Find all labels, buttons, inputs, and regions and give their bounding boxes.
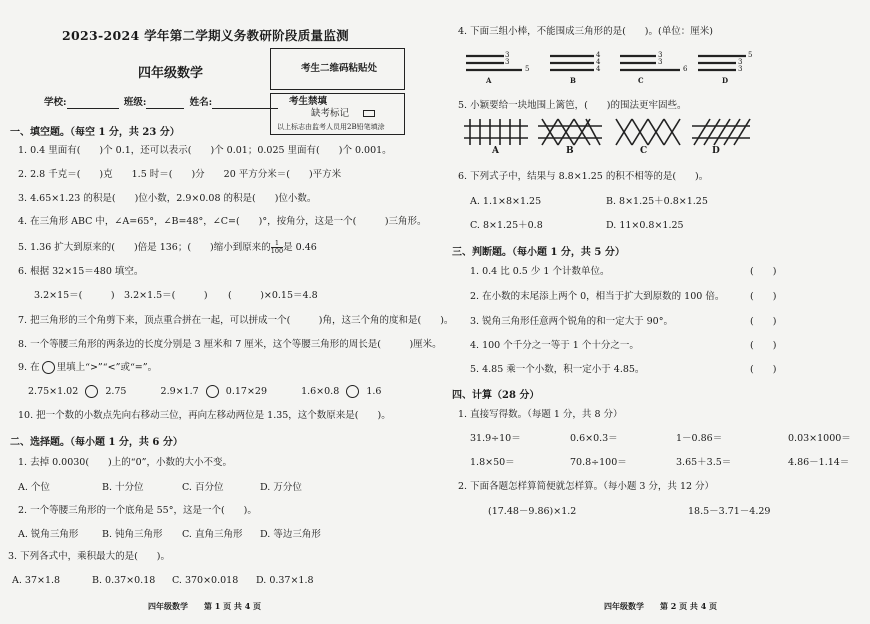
compare-left-2: 2.9×1.7	[160, 386, 199, 397]
s3-paren-1[interactable]: ( )	[750, 266, 777, 277]
compare-circle-2[interactable]	[206, 385, 219, 398]
fence-label-d: D	[712, 146, 720, 156]
fence-d	[692, 119, 750, 145]
sticks-group-c	[620, 56, 680, 70]
s2-q3-opt-b[interactable]: B. 0.37×0.18	[92, 575, 156, 586]
s2-q2-opt-a[interactable]: A. 锐角三角形	[18, 529, 79, 540]
stick-a-3: 5	[525, 65, 530, 73]
fence-label-c: C	[640, 146, 648, 156]
school-blank[interactable]	[67, 99, 119, 109]
section3-heading: 三、判断题。（每小题 1 分，共 5 分）	[452, 247, 625, 258]
compare-left-3: 1.6×0.8	[301, 386, 340, 397]
s3-paren-2[interactable]: ( )	[750, 291, 777, 302]
school-label-text: 学校:	[44, 97, 67, 108]
s2-q5: 5. 小颖要给一块地围上篱笆，( )的围法更牢固些。	[458, 100, 687, 111]
s2-q2-opt-d[interactable]: D. 等边三角形	[260, 529, 321, 540]
compare-right-2: 0.17×29	[225, 386, 267, 397]
s2-q6-opt-c[interactable]: C. 8×1.25＋0.8	[470, 220, 543, 231]
s1-q5-after: 是 0.46	[283, 242, 317, 253]
s2-q2-opt-c[interactable]: C. 直角三角形	[182, 529, 243, 540]
notice-note: 以上标志由监考人员用2B铅笔填涂	[277, 123, 385, 131]
s2-q4: 4. 下面三组小棒，不能围成三角形的是( )。(单位：厘米)	[458, 26, 713, 37]
frac-numerator: 1	[271, 240, 283, 248]
compare-circle-1[interactable]	[85, 385, 98, 398]
notice-title: 考生禁填	[289, 96, 328, 107]
stick-c-1: 3	[658, 51, 663, 59]
stick-a-2: 3	[505, 58, 510, 66]
school-label	[44, 97, 278, 109]
sticks-label-c: C	[638, 76, 644, 85]
s1-q9-suffix: 里填上“>”“<”或“=”。	[56, 362, 158, 373]
qr-box-label: 考生二维码粘贴处	[301, 63, 378, 74]
s1-q6c: ( )×0.15＝4.8	[228, 290, 318, 301]
s1-q9	[18, 361, 157, 374]
stick-d-2: 3	[738, 58, 743, 66]
s2-q6-opt-b[interactable]: B. 8×1.25＋0.8×1.25	[606, 196, 708, 207]
calc-3[interactable]: 1－0.86＝	[676, 433, 723, 444]
s2-q1-opt-c[interactable]: C. 百分位	[182, 482, 224, 493]
frac-denominator: 100	[270, 247, 284, 255]
simplify-2[interactable]: 18.5－3.71－4.29	[688, 506, 771, 517]
section2-heading: 二、选择题。（每小题 1 分，共 6 分）	[10, 437, 183, 448]
sticks-label-d: D	[722, 76, 729, 85]
fence-label-b: B	[566, 146, 574, 156]
compare-left-1: 2.75×1.02	[28, 386, 79, 397]
calc-6[interactable]: 70.8÷100＝	[570, 457, 627, 468]
s2-q3-opt-a[interactable]: A. 37×1.8	[12, 575, 61, 586]
name-label-text: 姓名:	[189, 97, 213, 108]
s2-q6-opt-d[interactable]: D. 11×0.8×1.25	[606, 220, 684, 231]
stick-a-1: 3	[505, 51, 510, 59]
sticks-group-b	[550, 56, 594, 70]
footer-right: 四年级数学 第 2 页 共 4 页	[604, 601, 718, 611]
compare-circle-icon	[42, 361, 55, 374]
s1-q9-items	[28, 385, 381, 398]
class-label-text: 班级:	[123, 97, 147, 108]
calc-5[interactable]: 1.8×50＝	[470, 457, 515, 468]
footer-left: 四年级数学 第 1 页 共 4 页	[148, 601, 262, 611]
s2-q3: 3. 下列各式中，乘积最大的是( )。	[8, 551, 170, 562]
s3-item-4: 4. 100 个千分之一等于 1 个十分之一。	[470, 340, 639, 351]
exam-title: 2023-2024 学年第二学期义务教研阶段质量监测	[62, 28, 349, 43]
stick-c-3: 6	[683, 65, 688, 73]
section1-heading: 一、填空题。（每空 1 分，共 23 分）	[10, 127, 180, 138]
s1-q6a: 3.2×15＝( )	[34, 290, 115, 301]
s1-q2: 2. 2.8 千克＝( )克 1.5 时＝( )分 20 平方分米＝( )平方米	[18, 169, 342, 180]
s2-q1-opt-d[interactable]: D. 万分位	[260, 482, 302, 493]
s3-paren-5[interactable]: ( )	[750, 364, 777, 375]
s1-q6: 6. 根据 32×15＝480 填空。	[18, 266, 144, 277]
calc-2[interactable]: 0.6×0.3＝	[570, 433, 618, 444]
sticks-label-b: B	[570, 76, 576, 85]
fence-b	[538, 119, 602, 145]
calc-1[interactable]: 31.9÷10＝	[470, 433, 521, 444]
sticks-group-a	[466, 56, 522, 70]
name-blank[interactable]	[212, 99, 278, 109]
s1-q5	[18, 240, 317, 255]
s1-q7: 7. 把三角形的三个角剪下来，顶点重合拼在一起，可以拼成一个( )角，这三个角的度和是( )。	[18, 315, 454, 326]
compare-circle-3[interactable]	[346, 385, 359, 398]
stick-c-2: 3	[658, 58, 663, 66]
s3-item-3: 3. 锐角三角形任意两个锐角的和一定大于 90°。	[470, 316, 673, 327]
s2-q3-opt-c[interactable]: C. 370×0.018	[172, 575, 239, 586]
stick-b-2: 4	[596, 58, 601, 66]
missing-mark-box[interactable]	[363, 110, 375, 117]
stick-b-3: 4	[596, 65, 601, 73]
notice-box	[270, 93, 405, 135]
calc-7[interactable]: 3.65＋3.5＝	[676, 457, 732, 468]
s2-q6-opt-a[interactable]: A. 1.1×8×1.25	[470, 196, 542, 207]
s3-item-2: 2. 在小数的末尾添上两个 0，相当于扩大到原数的 100 倍。	[470, 291, 725, 302]
qr-code-box	[270, 48, 405, 90]
compare-right-1: 2.75	[105, 386, 127, 397]
s4-part2: 2. 下面各题怎样算简便就怎样算。（每小题 3 分，共 12 分）	[458, 481, 715, 492]
s3-item-5: 5. 4.85 乘一个小数，积一定小于 4.85。	[470, 364, 645, 375]
stick-b-1: 4	[596, 51, 601, 59]
exam-subtitle: 四年级数学	[138, 66, 204, 81]
compare-right-3: 1.6	[366, 386, 382, 397]
s3-paren-4[interactable]: ( )	[750, 340, 777, 351]
s2-q1-opt-b[interactable]: B. 十分位	[102, 482, 144, 493]
stick-d-3: 3	[738, 65, 743, 73]
s1-q3: 3. 4.65×1.23 的积是( )位小数，2.9×0.08 的积是( )位小数。	[18, 193, 317, 204]
stick-d-1: 5	[748, 51, 753, 59]
section4-heading: 四、计算（28 分）	[452, 390, 540, 401]
s2-q3-opt-d[interactable]: D. 0.37×1.8	[256, 575, 314, 586]
sticks-label-a: A	[486, 76, 492, 85]
calc-8[interactable]: 4.86－1.14＝	[788, 457, 850, 468]
s3-paren-3[interactable]: ( )	[750, 316, 777, 327]
s2-q1: 1. 去掉 0.0030( )上的“0”，小数的大小不变。	[18, 457, 233, 468]
s3-item-1: 1. 0.4 比 0.5 少 1 个计数单位。	[470, 266, 610, 277]
s2-q1-opt-a[interactable]: A. 个位	[18, 482, 50, 493]
s2-q6: 6. 下列式子中，结果与 8.8×1.25 的积不相等的是( )。	[458, 171, 709, 182]
fraction-one-hundredth	[271, 240, 283, 255]
s1-q6b: 3.2×1.5＝( )	[124, 290, 208, 301]
fences-figure	[462, 117, 752, 149]
class-blank[interactable]	[146, 99, 184, 109]
calc-4[interactable]: 0.03×1000＝	[788, 433, 851, 444]
s1-q4: 4. 在三角形 ABC 中，∠A=65°，∠B=48°，∠C=( )°，按角分，这是一个( )三角形。	[18, 216, 427, 227]
simplify-1[interactable]: (17.48－9.86)×1.2	[488, 506, 577, 517]
s2-q2-opt-b[interactable]: B. 钝角三角形	[102, 529, 163, 540]
s2-q2: 2. 一个等腰三角形的一个底角是 55°，这是一个( )。	[18, 505, 257, 516]
missing-mark-label: 缺考标记	[311, 108, 350, 119]
s4-part1: 1. 直接写得数。（每题 1 分，共 8 分）	[458, 409, 623, 420]
fence-a	[464, 119, 528, 145]
s1-q8: 8. 一个等腰三角形的两条边的长度分别是 3 厘米和 7 厘米，这个等腰三角形的周长是( )厘米。	[18, 339, 442, 350]
s1-q1: 1. 0.4 里面有( )个 0.1，还可以表示( )个 0.01；0.025 里面有( )个 0.001。	[18, 145, 392, 156]
s1-q9-prefix: 9. 在	[18, 362, 40, 373]
fence-c	[616, 119, 680, 145]
s1-q10: 10. 把一个数的小数点先向右移动三位，再向左移动两位是 1.35，这个数原来是( )。	[18, 410, 391, 421]
fence-label-a: A	[492, 146, 499, 156]
s1-q5-before: 5. 1.36 扩大到原来的( )倍是 136；( )缩小到原来的	[18, 242, 271, 253]
